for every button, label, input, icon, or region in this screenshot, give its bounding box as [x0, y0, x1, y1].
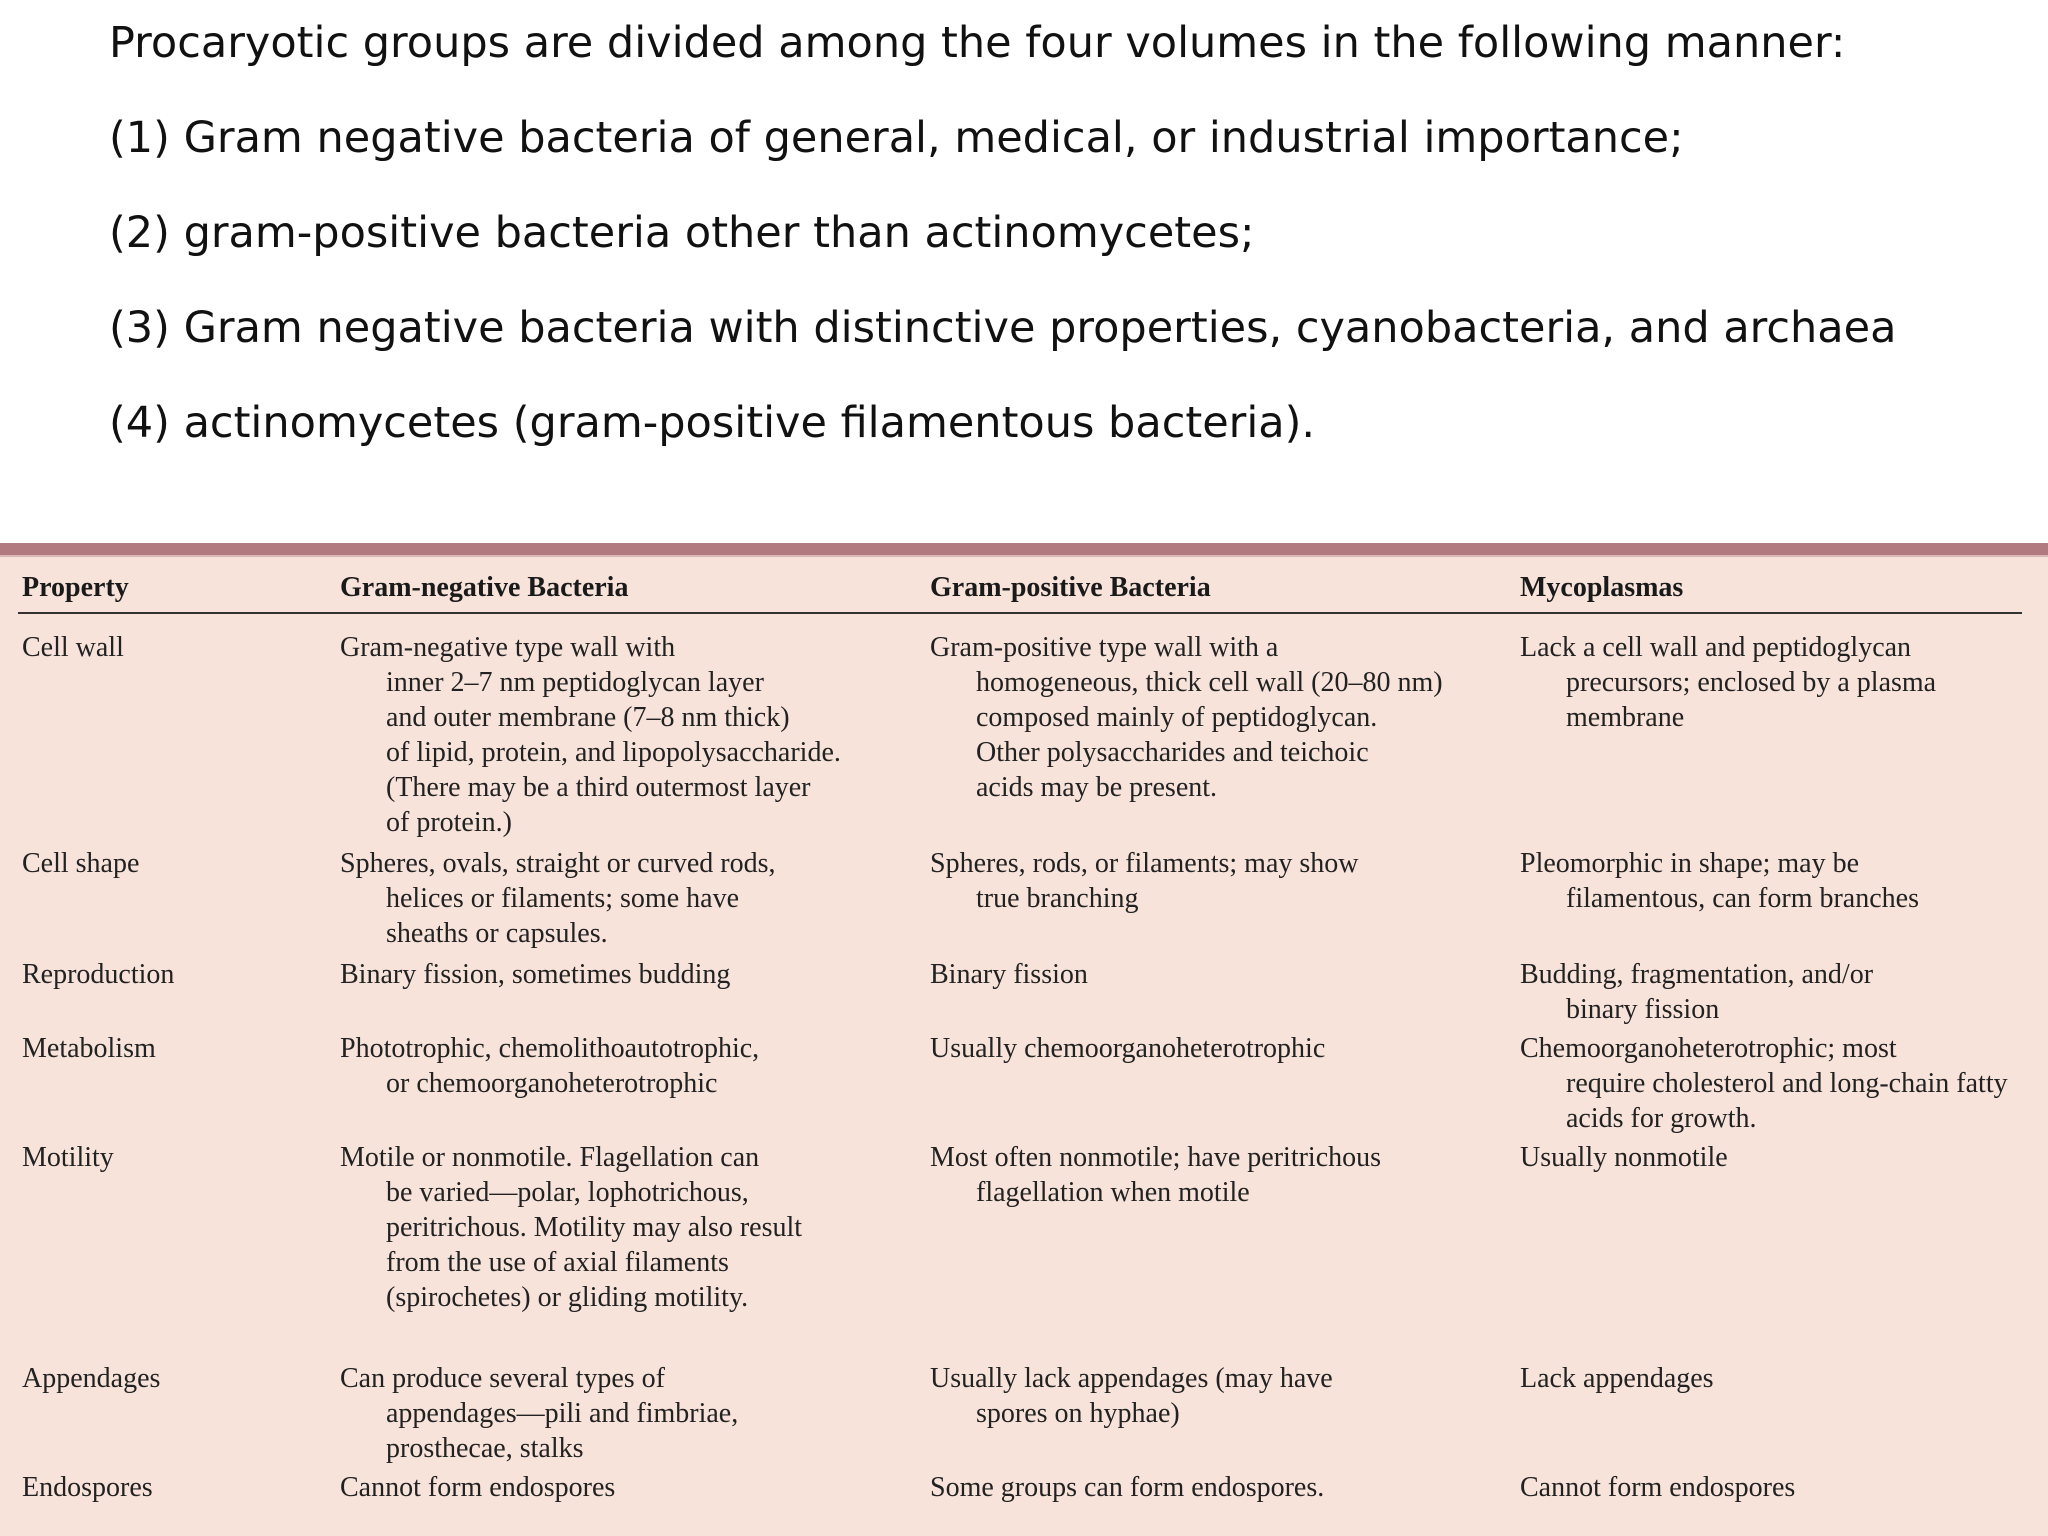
- row-reproduction-gram-positive: Binary fission: [930, 959, 1088, 990]
- row-endospores-gram-negative: Cannot form endospores: [340, 1472, 616, 1503]
- intro-line: (2) gram-positive bacteria other than actinomycetes;: [109, 208, 1255, 258]
- row-metabolism-gram-positive: Usually chemoorganoheterotrophic: [930, 1033, 1326, 1064]
- row-endospores-gram-positive: Some groups can form endospores.: [930, 1472, 1325, 1503]
- intro-line: (3) Gram negative bacteria with distinctive properties, cyanobacteria, and archaea: [109, 303, 1897, 353]
- row-appendages-mycoplasmas: Lack appendages: [1520, 1363, 1714, 1394]
- header-mycoplasmas: Mycoplasmas: [1520, 572, 1684, 603]
- row-reproduction-mycoplasmas: Budding, fragmentation, and/or binary fission: [1520, 959, 1874, 1025]
- intro-line: Procaryotic groups are divided among the four volumes in the following manner:: [109, 18, 1846, 68]
- row-metabolism-gram-negative: Phototrophic, chemolithoautotrophic, or chemoorganoheterotrophic: [340, 1033, 760, 1099]
- header-property: Property: [22, 572, 129, 603]
- table-top-rule-light: [0, 555, 2048, 557]
- header-gram-negative: Gram-negative Bacteria: [340, 572, 629, 603]
- intro-line: (1) Gram negative bacteria of general, medical, or industrial importance;: [109, 113, 1684, 163]
- row-motility-gram-negative: Motile or nonmotile. Flagellation can be varied—polar, lophotrichous, peritrichous. Motility may also result from the use of axial filaments (spirochetes) or gliding motility.: [340, 1142, 803, 1313]
- table-top-rule: [0, 543, 2048, 555]
- row-cell-wall-property: Cell wall: [22, 632, 124, 663]
- row-cell-shape-gram-negative: Spheres, ovals, straight or curved rods, helices or filaments; some have sheaths or capsules.: [340, 848, 776, 949]
- row-cell-shape-mycoplasmas: Pleomorphic in shape; may be filamentous, can form branches: [1520, 848, 1919, 914]
- row-cell-wall-mycoplasmas: Lack a cell wall and peptidoglycan precursors; enclosed by a plasma membrane: [1520, 632, 1937, 733]
- intro-text: [109, 12, 2009, 487]
- header-gram-positive: Gram-positive Bacteria: [930, 572, 1211, 603]
- row-metabolism-mycoplasmas: Chemoorganoheterotrophic; most require cholesterol and long-chain fatty acids for growth.: [1520, 1033, 2008, 1134]
- row-cell-wall-gram-positive: Gram-positive type wall with a homogeneous, thick cell wall (20–80 nm) composed mainly of peptidoglycan. Other polysaccharides and teichoic acids may be present.: [930, 632, 1443, 803]
- row-endospores-property: Endospores: [22, 1472, 153, 1503]
- row-cell-wall-gram-negative: Gram-negative type wall with inner 2–7 nm peptidoglycan layer and outer membrane (7–8 nm thick) of lipid, protein, and lipopolysaccharide. (There may be a third outermost layer of protein.): [340, 632, 841, 838]
- row-cell-shape-gram-positive: Spheres, rods, or filaments; may show true branching: [930, 848, 1359, 914]
- row-appendages-gram-negative: Can produce several types of appendages—pili and fimbriae, prosthecae, stalks: [340, 1363, 739, 1464]
- row-motility-mycoplasmas: Usually nonmotile: [1520, 1142, 1728, 1173]
- row-motility-property: Motility: [22, 1142, 114, 1173]
- row-appendages-property: Appendages: [22, 1363, 161, 1394]
- row-reproduction-gram-negative: Binary fission, sometimes budding: [340, 959, 731, 990]
- row-motility-gram-positive: Most often nonmotile; have peritrichous flagellation when motile: [930, 1142, 1382, 1208]
- row-reproduction-property: Reproduction: [22, 959, 175, 990]
- intro-line: (4) actinomycetes (gram-positive filamentous bacteria).: [109, 398, 1316, 448]
- row-cell-shape-property: Cell shape: [22, 848, 140, 879]
- row-metabolism-property: Metabolism: [22, 1033, 156, 1064]
- row-appendages-gram-positive: Usually lack appendages (may have spores on hyphae): [930, 1363, 1333, 1429]
- table-header-rule: [18, 612, 2022, 614]
- row-endospores-mycoplasmas: Cannot form endospores: [1520, 1472, 1796, 1503]
